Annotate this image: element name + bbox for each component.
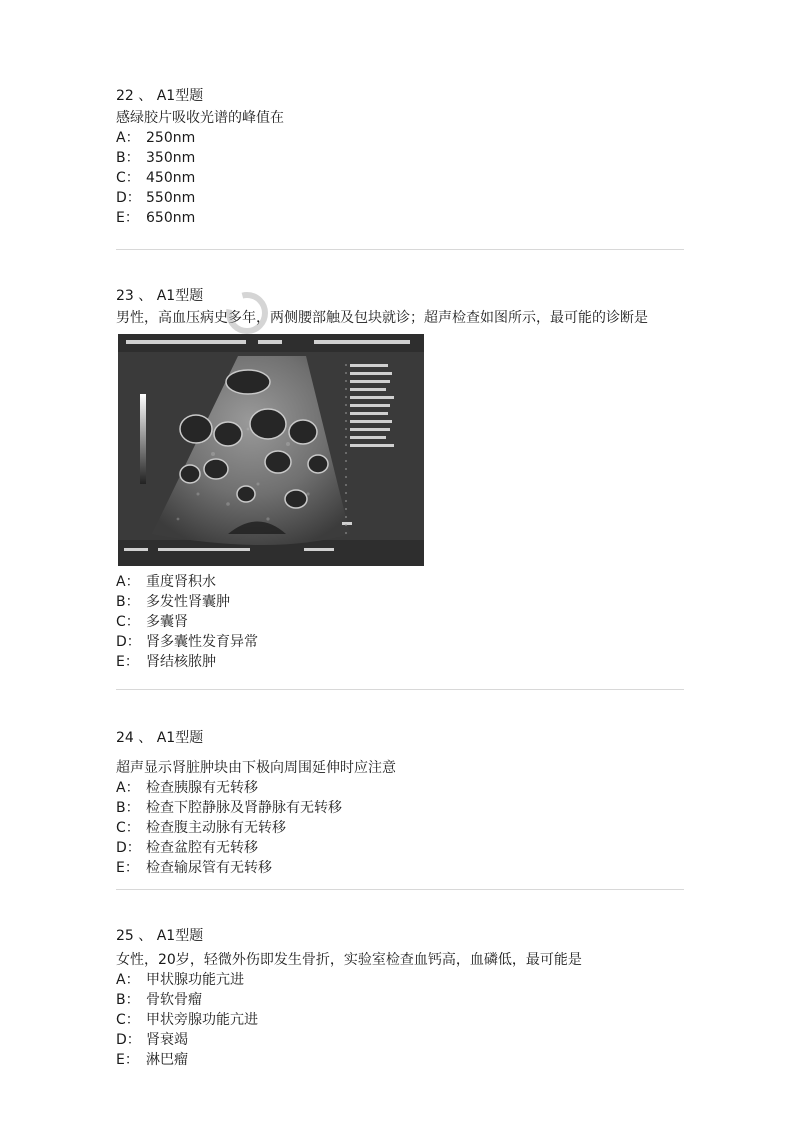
option-text: 肾衰竭 — [146, 1032, 188, 1048]
option-text: 检查输尿管有无转移 — [146, 860, 272, 876]
option-letter: B： — [116, 150, 140, 166]
option-a[interactable] — [116, 970, 684, 990]
option-letter: C： — [116, 170, 140, 186]
option-e[interactable] — [116, 858, 684, 878]
option-c[interactable] — [116, 818, 684, 838]
question-22 — [116, 86, 684, 228]
question-stem: 超声显示肾脏肿块由下极向周围延伸时应注意 — [116, 760, 396, 776]
option-letter: E： — [116, 210, 139, 226]
watermark-logo-icon — [224, 290, 270, 336]
option-text: 骨软骨瘤 — [146, 992, 202, 1008]
question-25 — [116, 926, 684, 1070]
option-a[interactable] — [116, 778, 684, 798]
option-letter: E： — [116, 1052, 139, 1068]
option-letter: A： — [116, 972, 140, 988]
option-text: 650nm — [146, 210, 196, 226]
option-b[interactable] — [116, 592, 684, 612]
option-letter: D： — [116, 840, 141, 856]
option-letter: C： — [116, 820, 140, 836]
option-text: 检查下腔静脉及肾静脉有无转移 — [146, 800, 342, 816]
option-letter: D： — [116, 1032, 141, 1048]
option-letter: D： — [116, 634, 141, 650]
option-list — [116, 128, 684, 228]
option-text: 甲状旁腺功能亢进 — [146, 1012, 258, 1028]
option-text: 450nm — [146, 170, 196, 186]
option-a[interactable] — [116, 128, 684, 148]
option-letter: B： — [116, 800, 140, 816]
option-a[interactable] — [116, 572, 684, 592]
option-letter: A： — [116, 780, 140, 796]
option-list — [116, 970, 684, 1070]
question-header: 22 、 A1型题 — [116, 88, 204, 104]
option-letter: E： — [116, 860, 139, 876]
option-e[interactable] — [116, 1050, 684, 1070]
option-text: 250nm — [146, 130, 196, 146]
ultrasound-scan-graphic — [118, 334, 424, 566]
option-letter: D： — [116, 190, 141, 206]
option-text: 检查胰腺有无转移 — [146, 780, 258, 796]
option-text: 多发性肾囊肿 — [146, 594, 230, 610]
option-c[interactable] — [116, 612, 684, 632]
question-divider — [116, 249, 684, 250]
question-stem: 女性，20岁，轻微外伤即发生骨折，实验室检查血钙高，血磷低，最可能是 — [116, 952, 582, 968]
option-b[interactable] — [116, 148, 684, 168]
question-23 — [116, 286, 684, 672]
question-stem: 感绿胶片吸收光谱的峰值在 — [116, 110, 284, 126]
option-list — [116, 778, 684, 878]
option-d[interactable] — [116, 632, 684, 652]
option-text: 肾结核脓肿 — [146, 654, 216, 670]
option-b[interactable] — [116, 798, 684, 818]
question-header: 24 、 A1型题 — [116, 730, 204, 746]
option-letter: C： — [116, 1012, 140, 1028]
option-letter: B： — [116, 594, 140, 610]
option-text: 重度肾积水 — [146, 574, 216, 590]
option-text: 肾多囊性发育异常 — [146, 634, 258, 650]
option-letter: E： — [116, 654, 139, 670]
question-stem: 男性，高血压病史多年，两侧腰部触及包块就诊；超声检查如图所示，最可能的诊断是 — [116, 310, 648, 326]
option-c[interactable] — [116, 168, 684, 188]
option-text: 检查盆腔有无转移 — [146, 840, 258, 856]
option-letter: C： — [116, 614, 140, 630]
ultrasound-image — [118, 334, 424, 566]
option-d[interactable] — [116, 838, 684, 858]
option-list — [116, 572, 684, 672]
option-e[interactable] — [116, 652, 684, 672]
option-text: 检查腹主动脉有无转移 — [146, 820, 286, 836]
option-c[interactable] — [116, 1010, 684, 1030]
option-letter: A： — [116, 574, 140, 590]
option-text: 淋巴瘤 — [146, 1052, 188, 1068]
option-b[interactable] — [116, 990, 684, 1010]
question-header: 23 、 A1型题 — [116, 288, 204, 304]
question-header: 25 、 A1型题 — [116, 928, 204, 944]
option-text: 甲状腺功能亢进 — [146, 972, 244, 988]
question-divider — [116, 889, 684, 890]
option-letter: A： — [116, 130, 140, 146]
option-letter: B： — [116, 992, 140, 1008]
option-d[interactable] — [116, 188, 684, 208]
option-d[interactable] — [116, 1030, 684, 1050]
option-text: 550nm — [146, 190, 196, 206]
option-text: 350nm — [146, 150, 196, 166]
option-e[interactable] — [116, 208, 684, 228]
question-divider — [116, 689, 684, 690]
option-text: 多囊肾 — [146, 614, 188, 630]
question-24 — [116, 728, 684, 878]
